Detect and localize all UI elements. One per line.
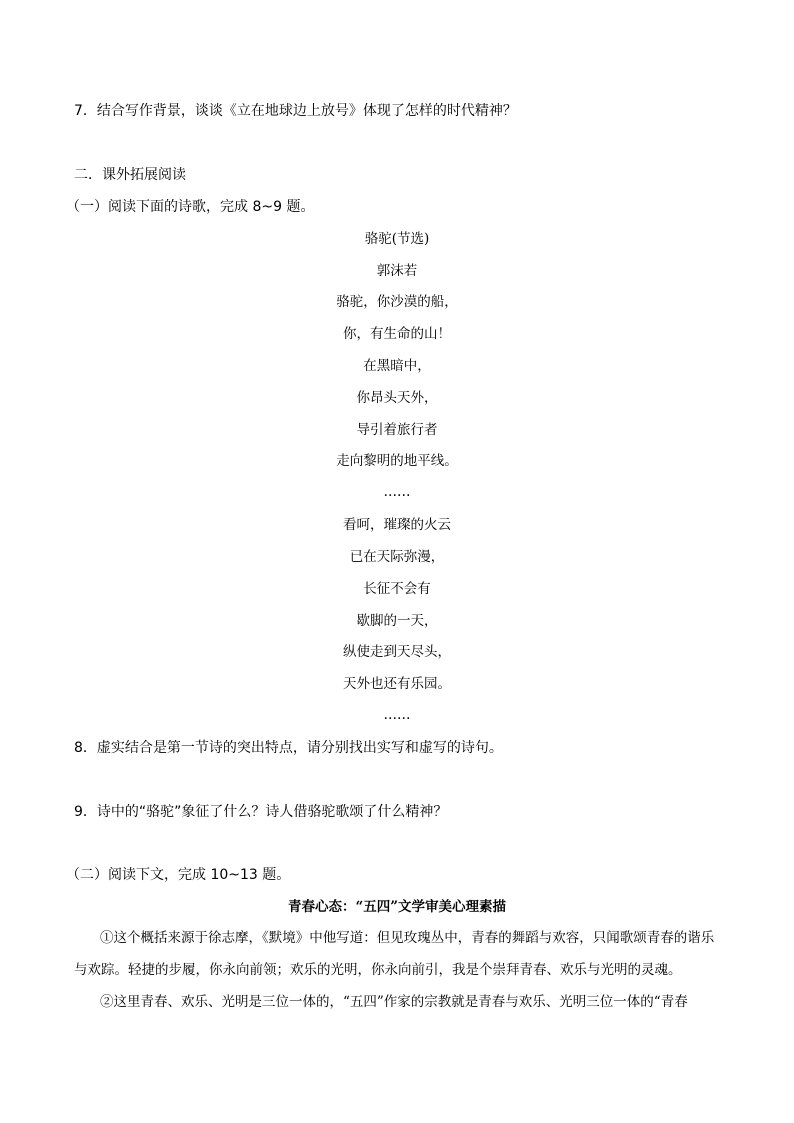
article-paragraph-1: ①这个概括来源于徐志摩，《默境》中他写道：但见玫瑰丛中，青春的舞蹈与欢容，只闻歌颂青春的谐乐与欢踪。轻捷的步履，你永向前领；欢乐的光明，你永向前引，我是个崇拜青春、欢乐与光明的灵魂。 xyxy=(74,930,715,978)
poem-line: 天外也还有乐园。 xyxy=(343,676,451,692)
poem-line: 长征不会有 xyxy=(363,581,431,597)
poem-line: 在黑暗中， xyxy=(363,358,431,374)
poem-line: 骆驼，你沙漠的船， xyxy=(336,294,458,310)
article-title: 青春心态：“五四”文学审美心理素描 xyxy=(287,899,507,915)
poem-author: 郭沫若 xyxy=(376,263,418,279)
part-2-instruction: （二）阅读下文，完成 10~13 题。 xyxy=(66,867,291,883)
poem-line: 你昂头天外， xyxy=(356,390,438,406)
question-9: 9．诗中的“骆驼”象征了什么？诗人借骆驼歌颂了什么精神？ xyxy=(74,804,448,820)
poem-line: 走向黎明的地平线。 xyxy=(336,453,458,469)
poem-line: 看呵，璀璨的火云 xyxy=(343,517,451,533)
question-7: 7．结合写作背景，谈谈《立在地球边上放号》体现了怎样的时代精神？ xyxy=(74,103,517,119)
question-8: 8．虚实结合是第一节诗的突出特点，请分别找出实写和虚写的诗句。 xyxy=(74,740,503,756)
article-paragraph-2: ②这里青春、欢乐、光明是三位一体的，“五四”作家的宗教就是青春与欢乐、光明三位一体的“青春 xyxy=(100,994,688,1010)
poem-line: 纵使走到天尽头， xyxy=(343,644,451,660)
poem-ellipsis: …… xyxy=(383,707,411,723)
poem-line: 已在天际弥漫， xyxy=(349,549,445,565)
poem-ellipsis: …… xyxy=(383,484,411,500)
poem-line: 歇脚的一天， xyxy=(356,613,438,629)
poem-title: 骆驼(节选) xyxy=(364,231,430,247)
section-heading: 二．课外拓展阅读 xyxy=(74,167,186,183)
poem-line: 你，有生命的山！ xyxy=(343,326,451,342)
part-1-instruction: （一）阅读下面的诗歌，完成 8~9 题。 xyxy=(66,199,315,215)
poem-line: 导引着旅行者 xyxy=(356,422,438,438)
